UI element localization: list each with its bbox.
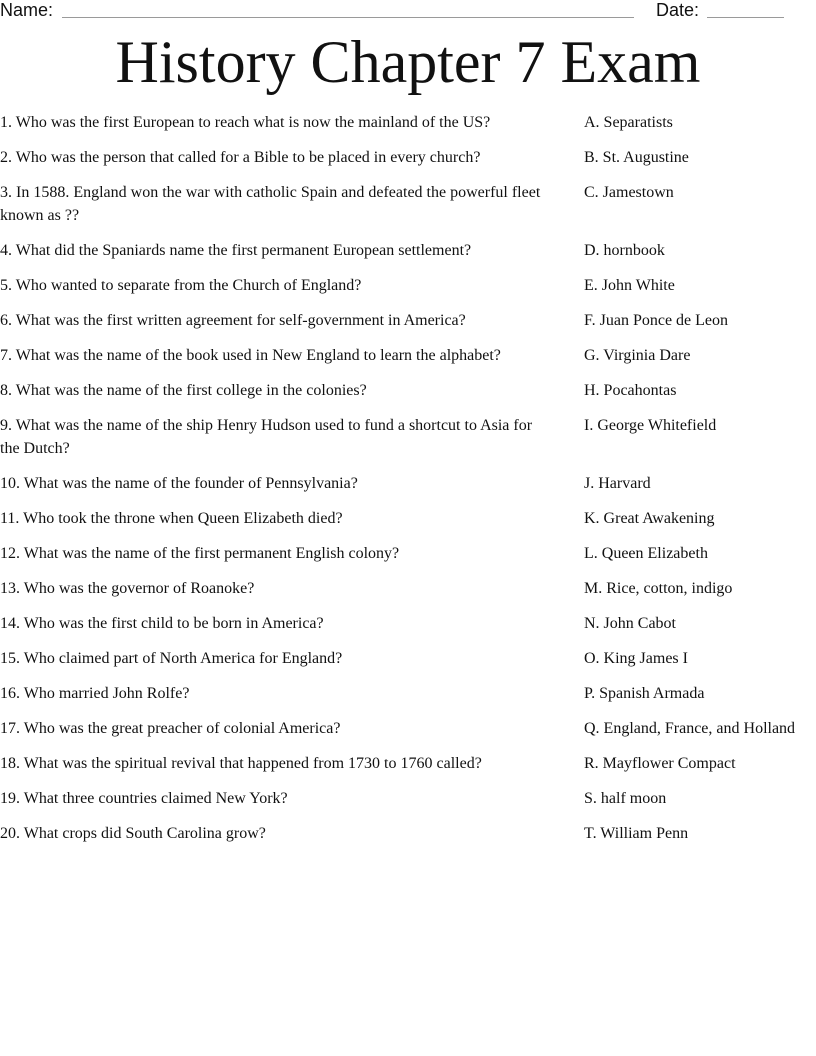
question-item: 13. Who was the governor of Roanoke?: [0, 580, 255, 597]
qa-row: [0, 274, 816, 297]
question-item: 2. Who was the person that called for a Bible to be placed in every church?: [0, 149, 481, 166]
qa-row: [0, 309, 816, 332]
question-item: 14. Who was the first child to be born in America?: [0, 615, 324, 632]
question-item: 5. Who wanted to separate from the Church of England?: [0, 277, 362, 294]
qa-row: [0, 239, 816, 262]
answer-item: B. St. Augustine: [584, 149, 689, 166]
question-item: 15. Who claimed part of North America for England?: [0, 650, 343, 667]
qa-row: [0, 577, 816, 600]
question-item: 12. What was the name of the first permanent English colony?: [0, 545, 400, 562]
name-label: Name:: [0, 0, 54, 20]
qa-row: [0, 752, 816, 775]
answer-item: N. John Cabot: [584, 615, 676, 632]
qa-row: [0, 542, 816, 565]
qa-row: [0, 146, 816, 169]
answer-item: F. Juan Ponce de Leon: [584, 312, 729, 329]
question-item: 10. What was the name of the founder of Pennsylvania?: [0, 475, 358, 492]
answer-item: R. Mayflower Compact: [584, 755, 736, 772]
answer-item: S. half moon: [584, 790, 667, 807]
answer-item: C. Jamestown: [584, 184, 674, 201]
qa-row: [0, 181, 816, 227]
answer-item: J. Harvard: [584, 475, 651, 492]
qa-row: [0, 111, 816, 134]
question-item: 8. What was the name of the first college in the colonies?: [0, 382, 367, 399]
qa-row: [0, 682, 816, 705]
answer-item: I. George Whitefield: [584, 417, 717, 434]
qa-row: [0, 507, 816, 530]
name-blank-line: [62, 17, 634, 18]
answer-item: L. Queen Elizabeth: [584, 545, 708, 562]
question-item: 9. What was the name of the ship Henry Hudson used to fund a shortcut to Asia for the Dutch?: [0, 417, 533, 457]
answer-item: T. William Penn: [584, 825, 689, 842]
answer-item: M. Rice, cotton, indigo: [584, 580, 733, 597]
question-item: 11. Who took the throne when Queen Elizabeth died?: [0, 510, 343, 527]
question-item: 19. What three countries claimed New York?: [0, 790, 288, 807]
qa-row: [0, 647, 816, 670]
answer-item: H. Pocahontas: [584, 382, 677, 399]
date-label: Date:: [656, 0, 700, 20]
date-blank-line: [707, 17, 784, 18]
question-item: 1. Who was the first European to reach what is now the mainland of the US?: [0, 114, 491, 131]
question-item: 4. What did the Spaniards name the first permanent European settlement?: [0, 242, 472, 259]
qa-row: [0, 717, 816, 740]
answer-item: E. John White: [584, 277, 675, 294]
answer-item: K. Great Awakening: [584, 510, 715, 527]
header-row: [0, 0, 816, 22]
question-item: 16. Who married John Rolfe?: [0, 685, 190, 702]
answer-item: D. hornbook: [584, 242, 665, 259]
answer-item: A. Separatists: [584, 114, 673, 131]
question-item: 18. What was the spiritual revival that happened from 1730 to 1760 called?: [0, 755, 482, 772]
answer-item: G. Virginia Dare: [584, 347, 691, 364]
answer-item: O. King James I: [584, 650, 688, 667]
question-item: 3. In 1588. England won the war with catholic Spain and defeated the powerful fleet known as ??: [0, 184, 541, 224]
qa-row: [0, 822, 816, 845]
qa-row: [0, 344, 816, 367]
question-item: 17. Who was the great preacher of colonial America?: [0, 720, 341, 737]
question-item: 6. What was the first written agreement for self-government in America?: [0, 312, 466, 329]
question-answer-list: [0, 111, 816, 857]
answer-item: Q. England, France, and Holland: [584, 720, 796, 737]
qa-row: [0, 414, 816, 460]
qa-row: [0, 379, 816, 402]
question-item: 7. What was the name of the book used in New England to learn the alphabet?: [0, 347, 501, 364]
qa-row: [0, 472, 816, 495]
qa-row: [0, 787, 816, 810]
page-title: History Chapter 7 Exam: [115, 29, 701, 95]
answer-item: P. Spanish Armada: [584, 685, 705, 702]
question-item: 20. What crops did South Carolina grow?: [0, 825, 266, 842]
qa-row: [0, 612, 816, 635]
